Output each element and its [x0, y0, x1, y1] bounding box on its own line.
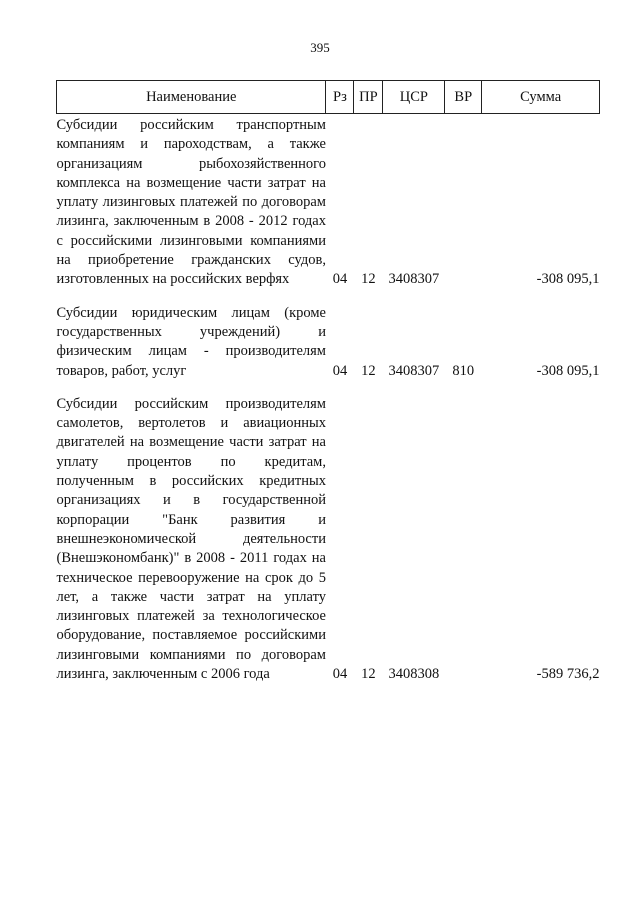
row-pr: 12 [361, 666, 376, 683]
row-vr [445, 114, 482, 290]
row-sum: -589 736,2 [536, 666, 600, 683]
row-spacer [57, 290, 600, 304]
table-row [57, 304, 600, 381]
row-csr: 3408307 [388, 271, 440, 288]
row-rz: 04 [332, 666, 348, 683]
row-vr [445, 395, 482, 684]
column-header-csr: ЦСР [383, 81, 445, 114]
column-header-rz: Рз [326, 81, 354, 114]
row-spacer [57, 381, 600, 395]
row-name: Субсидии российским производителям самолетов, вертолетов и авиационных двигателей на возмещение части затрат на уплату процентов по кредитам, полученным в российских кредитных организациях и в государственной корпорации "Банк развития и внешнеэкономической деятельности (Внешэкономбанк)" в 2008 - 2011 годах на техническое перевооружение на срок до 5 лет, а также части затрат на уплату лизинговых платежей за технологическое оборудование, поставляемое российскими лизинговыми компаниями по договорам лизинга, заключенным с 2006 года [56, 395, 326, 683]
table-row [57, 114, 600, 290]
column-header-name: Наименование [57, 81, 326, 114]
column-header-vr: ВР [445, 81, 482, 114]
row-vr: 810 [452, 362, 475, 379]
budget-table [56, 80, 600, 684]
table-header-row [57, 81, 600, 114]
row-pr: 12 [361, 362, 376, 379]
row-sum: -308 095,1 [536, 362, 600, 379]
row-csr: 3408307 [388, 362, 440, 379]
row-name: Субсидии российским транспортным компаниям и пароходствам, а также организациям рыбохозяйственного комплекса на возмещение части затрат на уплату лизинговых платежей по договорам лизинга, заключенным в 2008 - 2012 годах с российскими лизинговыми компаниями на приобретение гражданских судов, изготовленных на российских верфях [56, 117, 326, 288]
row-rz: 04 [332, 271, 348, 288]
row-name: Субсидии юридическим лицам (кроме государственных учреждений) и физическим лицам - производителям товаров, работ, услуг [56, 304, 326, 379]
page-number: 395 [310, 40, 330, 55]
column-header-pr: ПР [354, 81, 383, 114]
row-sum: -308 095,1 [536, 271, 600, 288]
row-csr: 3408308 [388, 666, 440, 683]
column-header-sum: Сумма [482, 81, 600, 114]
row-rz: 04 [332, 362, 348, 379]
table-row [57, 395, 600, 684]
row-pr: 12 [361, 271, 376, 288]
